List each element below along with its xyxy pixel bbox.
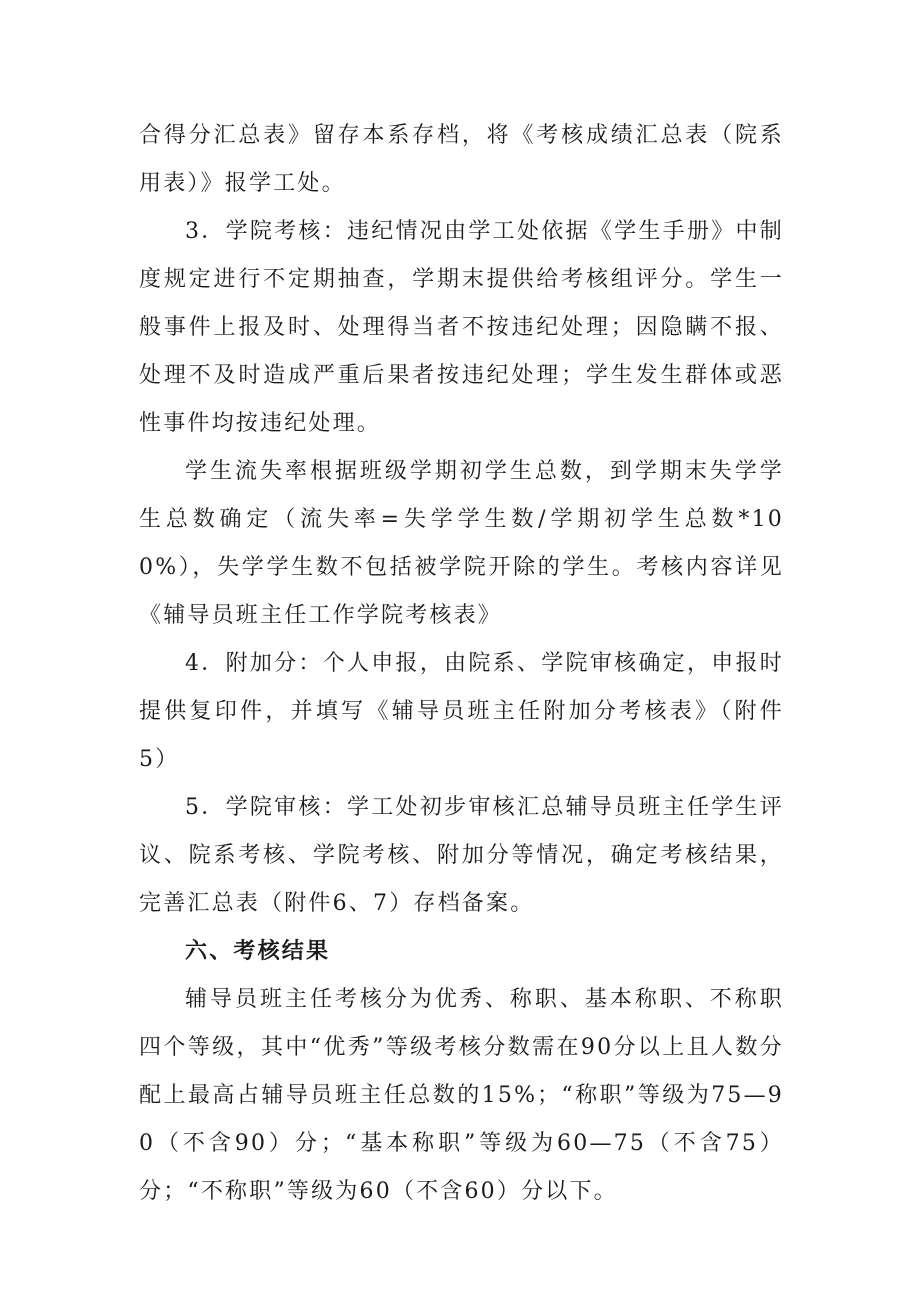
section-heading-results: 六、考核结果	[185, 939, 331, 964]
document-page	[139, 112, 784, 1216]
paragraph-college-review: 5．学院审核：学工处初步审核汇总辅导员班主任学生评议、院系考核、学院考核、附加分等情况，确定考核结果，完善汇总表（附件6、7）存档备案。	[139, 795, 784, 916]
paragraph-result-grades: 辅导员班主任考核分为优秀、称职、基本称职、不称职四个等级，其中“优秀”等级考核分数需在90分以上且人数分配上最高占辅导员班主任总数的15%；“称职”等级为75—90（不含90）分；“基本称职”等级为60—75（不含75）分；“不称职”等级为60（不含60）分以下。	[139, 987, 784, 1204]
paragraph-college-assessment: 3．学院考核：违纪情况由学工处依据《学生手册》中制度规定进行不定期抽查，学期末提供给考核组评分。学生一般事件上报及时、处理得当者不按违纪处理；因隐瞒不报、处理不及时造成严重后果者按违纪处理；学生发生群体或恶性事件均按违纪处理。	[139, 219, 784, 436]
paragraph-bonus-points: 4．附加分：个人申报，由院系、学院审核确定，申报时提供复印件，并填写《辅导员班主任附加分考核表》（附件5）	[139, 651, 784, 772]
paragraph-attrition-rate: 学生流失率根据班级学期初学生总数，到学期末失学学生总数确定（流失率=失学学生数/学期初学生总数*100%），失学学生数不包括被学院开除的学生。考核内容详见《辅导员班主任工作学院考核表》	[139, 459, 784, 628]
paragraph-summary-table: 合得分汇总表》留存本系存档，将《考核成绩汇总表（院系用表）》报学工处。	[139, 123, 784, 196]
